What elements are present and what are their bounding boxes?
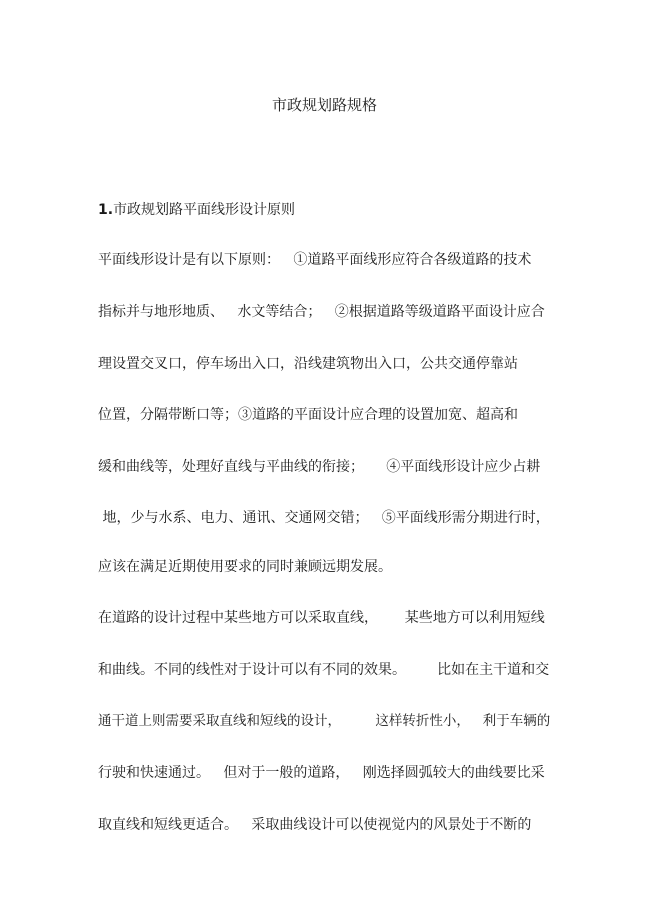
paragraph-line: 取直线和短线更适合。 采取曲线设计可以使视觉内的风景处于不断的	[98, 817, 532, 833]
paragraph-line: 应该在满足近期使用要求的同时兼顾远期发展。	[98, 559, 392, 575]
paragraph-line: 在道路的设计过程中某些地方可以采取直线， 某些地方可以利用短线	[98, 610, 545, 626]
section-heading	[98, 200, 295, 220]
paragraph-line: 理设置交叉口，停车场出入口，沿线建筑物出入口，公共交通停靠站	[98, 356, 518, 372]
section-number: 1.	[98, 202, 114, 218]
paragraph-line: 缓和曲线等，处理好直线与平曲线的衔接； ④平面线形设计应少占耕	[98, 459, 541, 475]
paragraph-line: 和曲线。不同的线性对于设计可以有不同的效果。 比如在主干道和交	[98, 662, 550, 678]
paragraph-line: 行驶和快速通过。 但对于一般的道路， 刚选择圆弧较大的曲线要比采	[98, 765, 545, 781]
paragraph-line: 通干道上则需要采取直线和短线的设计， 这样转折性小， 利于车辆的	[98, 713, 551, 729]
paragraph-line: 位置，分隔带断口等；③道路的平面设计应合理的设置加宽、超高和	[98, 407, 518, 423]
document-title: 市政规划路规格	[271, 96, 377, 114]
paragraph-line: 地，少与水系、电力、通讯、交通网交错； ⑤平面线形需分期进行时，	[98, 510, 550, 526]
paragraph-line: 指标并与地形地质、 水文等结合； ②根据道路等级道路平面设计应合	[98, 304, 545, 320]
section-heading-text: 市政规划路平面线形设计原则	[113, 202, 296, 218]
paragraph-line: 平面线形设计是有以下原则： ①道路平面线形应符合各级道路的技术	[98, 252, 532, 268]
